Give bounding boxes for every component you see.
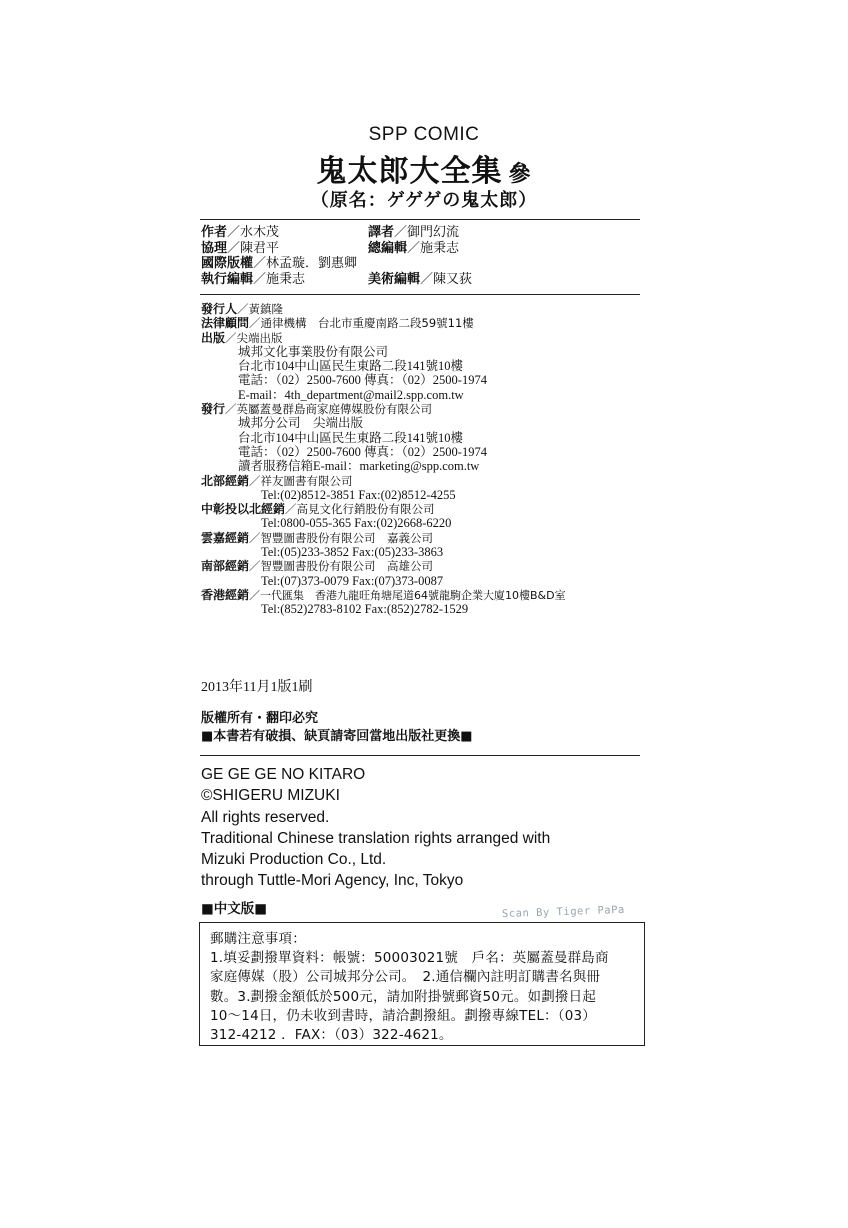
divider	[200, 755, 640, 756]
divider	[200, 294, 640, 295]
scan-credit: Scan By Tiger PaPa	[501, 903, 625, 921]
exec-editor-value: ／施秉志	[253, 271, 306, 287]
mail-notice-line: 10～14日，仍未收到書時，請洽劃撥組。劃撥專線TEL：（03）	[210, 1007, 596, 1024]
english-line: Traditional Chinese translation rights arranged with	[201, 829, 551, 847]
mail-notice-title: 郵購注意事項：	[210, 931, 306, 947]
publish-detail: 電話：（02）2500-7600 傳真：（02）2500-1974	[238, 373, 487, 388]
publish-email: E-mail：4th_department@mail2.spp.com.tw	[238, 387, 464, 402]
edition-date: 2013年11月1版1刷	[201, 680, 313, 695]
art-editor-value: ／陳又荻	[420, 271, 473, 287]
hk-dist-contact: Tel:(852)2783-8102 Fax:(852)2782-1529	[261, 602, 469, 617]
central-dist-line	[201, 502, 641, 516]
chief-editor-credit	[368, 241, 641, 257]
assistant-credit	[201, 241, 368, 257]
author-credit	[201, 225, 368, 241]
publish-label: 出版	[201, 330, 226, 345]
exec-editor-credit	[201, 272, 368, 288]
intl-rights-label: 國際版權	[201, 256, 254, 271]
art-editor-label: 美術編輯	[368, 271, 421, 287]
book-title-text: 鬼太郎大全集	[316, 154, 503, 189]
english-line: Mizuki Production Co., Ltd.	[201, 851, 387, 869]
north-dist-line	[201, 474, 641, 488]
translator-credit	[368, 225, 641, 241]
english-line: All rights reserved.	[201, 808, 330, 826]
mail-notice-line: 家庭傳媒（股）公司城邦分公司。 2.通信欄內註明訂購書名與冊	[210, 969, 601, 986]
south-dist-line	[201, 559, 641, 573]
intl-rights-value: ／林孟璇．劉惠卿	[253, 256, 358, 271]
divider	[200, 219, 640, 220]
south-dist-label: 南部經銷	[201, 559, 250, 574]
edition-label: ■中文版■	[201, 901, 268, 917]
mail-notice-line: 1.填妥劃撥單資料：帳號：50003021號 戶名：英屬蓋曼群島商	[210, 950, 609, 967]
credits-row	[201, 225, 641, 241]
mail-notice	[210, 930, 640, 1045]
central-dist-label: 中彰投以北經銷	[201, 502, 286, 517]
central-dist-value: ／高見文化行銷股份有限公司	[285, 502, 435, 517]
central-dist-contact: Tel:0800-055-365 Fax:(02)2668-6220	[261, 516, 452, 531]
art-editor-credit	[368, 272, 641, 288]
author-label: 作者	[201, 225, 228, 240]
assistant-value: ／陳君平	[227, 240, 280, 256]
assistant-label: 協理	[201, 240, 228, 256]
chief-editor-label: 總編輯	[368, 240, 408, 256]
chiayi-dist-value: ／智豐圖書股份有限公司 嘉義公司	[249, 530, 434, 545]
chief-editor-value: ／施秉志	[407, 240, 460, 256]
translator-value: ／御門幻流	[394, 225, 460, 240]
distribute-value: ／英屬蓋曼群島商家庭傳媒股份有限公司	[225, 402, 433, 417]
distribute-detail: 電話：（02）2500-7600 傳真：（02）2500-1974	[238, 444, 487, 459]
north-dist-contact: Tel:(02)8512-3851 Fax:(02)8512-4255	[261, 487, 456, 502]
legal-value: ／通律機構 台北市重慶南路二段59號11樓	[249, 316, 474, 331]
english-line: through Tuttle-Mori Agency, Inc, Tokyo	[201, 872, 464, 890]
distribute-detail: 城邦分公司 尖端出版	[238, 416, 364, 431]
chiayi-dist-label: 雲嘉經銷	[201, 530, 250, 545]
credits-row	[201, 272, 641, 288]
south-dist-contact: Tel:(07)373-0079 Fax:(07)373-0087	[261, 573, 444, 588]
distribute-line	[201, 402, 641, 416]
issuer-value: ／黃鎮隆	[237, 302, 284, 316]
author-value: ／水木茂	[227, 225, 280, 240]
hk-dist-line	[201, 588, 641, 602]
distribute-label: 發行	[201, 402, 226, 417]
rights-line: 版權所有・翻印必究	[201, 711, 319, 726]
series-name: SPP COMIC	[368, 124, 480, 145]
mail-notice-line: 數。3.劃撥金額低於500元，請加附掛號郵資50元。如劃撥日起	[210, 988, 597, 1005]
south-dist-value: ／智豐圖書股份有限公司 高雄公司	[249, 559, 434, 574]
english-line: ©SHIGERU MIZUKI	[201, 787, 340, 805]
north-dist-label: 北部經銷	[201, 473, 250, 488]
volume-number: 參	[508, 162, 532, 187]
translator-label: 譯者	[368, 225, 395, 240]
book-title	[0, 146, 848, 190]
legal-line	[201, 316, 641, 330]
distribute-email: 讀者服務信箱E-mail：marketing@spp.com.tw	[238, 459, 480, 474]
rights-notice	[201, 710, 473, 746]
publisher-block	[201, 302, 641, 617]
publish-line	[201, 331, 641, 345]
publish-detail: 台北市104中山區民生東路二段141號10樓	[238, 359, 464, 374]
publish-detail: 城邦文化事業股份有限公司	[238, 344, 389, 359]
issuer-label: 發行人	[201, 302, 238, 316]
credits-row	[201, 256, 641, 272]
hk-dist-label: 香港經銷	[201, 587, 250, 602]
exec-editor-label: 執行編輯	[201, 271, 254, 287]
chiayi-dist-line	[201, 531, 641, 545]
original-name: （原名：ゲゲゲの鬼太郎）	[310, 190, 538, 211]
mail-notice-line: 312-4212 ．FAX：（03）322-4621。	[210, 1027, 453, 1044]
credits-row	[201, 241, 641, 257]
credits-block	[201, 225, 641, 287]
english-line: GE GE GE NO KITARO	[201, 766, 366, 783]
issuer-line	[201, 302, 641, 316]
english-credits	[201, 764, 550, 892]
hk-dist-value: ／一代匯集 香港九龍旺角塘尾道64號龍駒企業大廈10樓B&D室	[249, 588, 566, 602]
publish-value: ／尖端出版	[225, 330, 283, 345]
chiayi-dist-contact: Tel:(05)233-3852 Fax:(05)233-3863	[261, 545, 444, 560]
north-dist-value: ／祥友圖書有限公司	[249, 473, 353, 488]
replacement-line: ■本書若有破損、缺頁請寄回當地出版社更換■	[201, 729, 473, 744]
distribute-detail: 台北市104中山區民生東路二段141號10樓	[238, 430, 464, 445]
intl-rights-credit	[201, 256, 641, 272]
legal-label: 法律顧問	[201, 316, 250, 331]
